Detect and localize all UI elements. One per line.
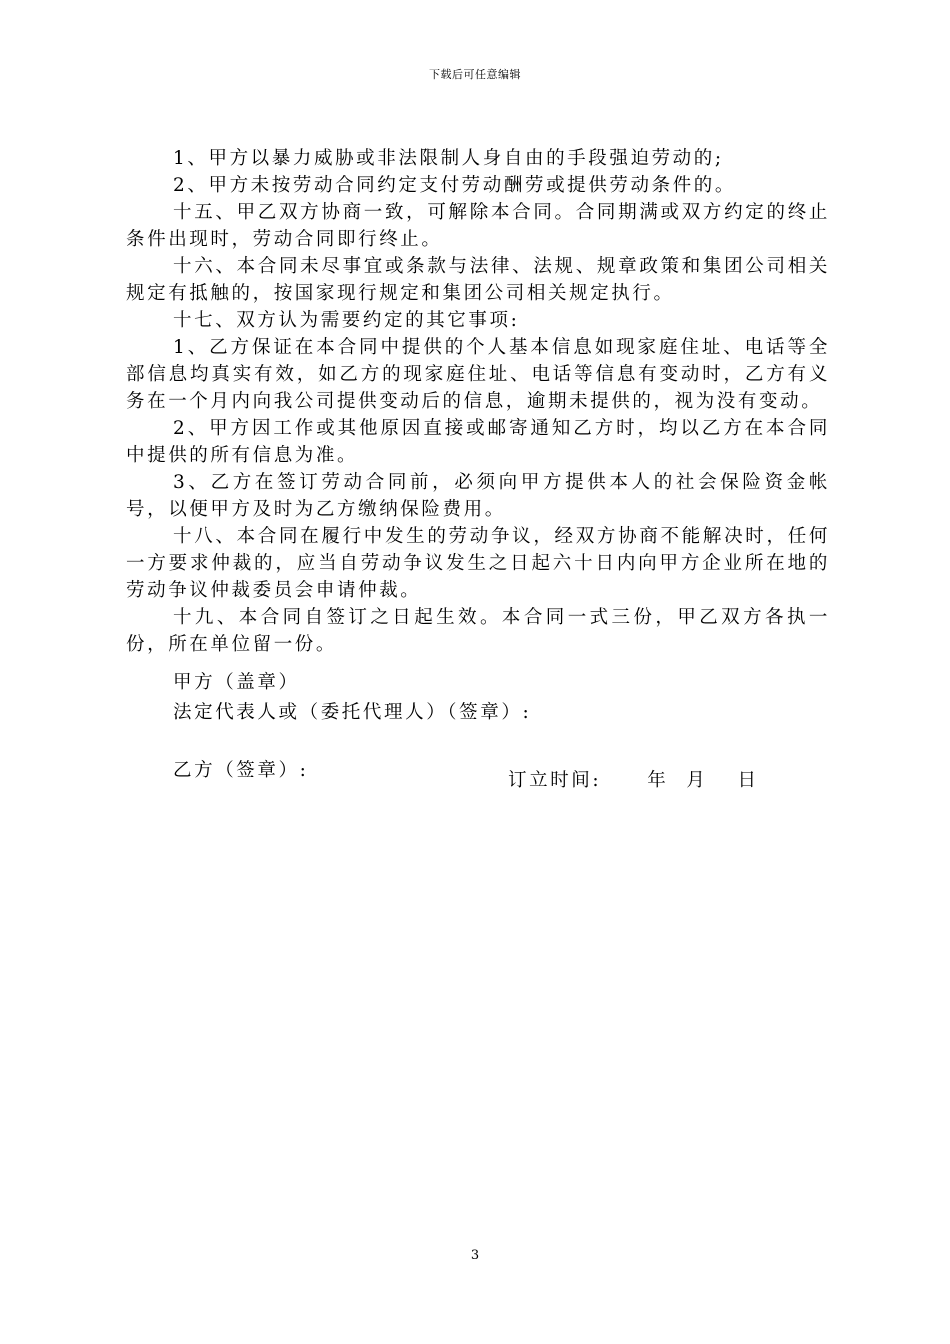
header-note: 下载后可任意编辑	[429, 68, 521, 81]
date-day-label: 日	[737, 770, 759, 791]
signature-block	[173, 668, 531, 786]
clause-paragraph: 十六、本合同未尽事宜或条款与法律、法规、规章政策和集团公司相关规定有抵触的，按国家现行规定和集团公司相关规定执行。	[126, 256, 830, 304]
page-number: 3	[470, 1248, 480, 1263]
clause-paragraph: 十五、甲乙双方协商一致，可解除本合同。合同期满或双方约定的终止条件出现时，劳动合同即行终止。	[126, 202, 830, 250]
signing-date-line	[508, 766, 759, 796]
signature-spacer	[173, 728, 531, 756]
clause-paragraph: 2、甲方未按劳动合同约定支付劳动酬劳或提供劳动条件的。	[173, 175, 736, 196]
clause-paragraph: 十九、本合同自签订之日起生效。本合同一式三份，甲乙双方各执一份，所在单位留一份。	[126, 607, 830, 655]
clause-paragraph: 1、甲方以暴力威胁或非法限制人身自由的手段强迫劳动的;	[173, 148, 724, 169]
clause-paragraph: 十七、双方认为需要约定的其它事项:	[173, 310, 520, 331]
clause-paragraph: 2、甲方因工作或其他原因直接或邮寄通知乙方时，均以乙方在本合同中提供的所有信息为准。	[126, 418, 830, 466]
representative-signature-label: 法定代表人或（委托代理人）（签章）:	[173, 702, 532, 723]
contract-body	[126, 145, 830, 658]
party-a-seal-label: 甲方（盖章）	[173, 672, 300, 693]
clause-paragraph: 十八、本合同在履行中发生的劳动争议，经双方协商不能解决时，任何一方要求仲裁的，应当自劳动争议发生之日起六十日内向甲方企业所在地的劳动争议仲裁委员会申请仲裁。	[126, 526, 830, 601]
clause-paragraph: 3、乙方在签订劳动合同前，必须向甲方提供本人的社会保险资金帐号，以便甲方及时为乙方缴纳保险费用。	[126, 472, 830, 520]
party-b-signature-label: 乙方（签章）:	[173, 760, 309, 781]
date-month-label: 月	[686, 770, 708, 791]
date-year-label: 年	[647, 770, 669, 791]
clause-paragraph: 1、乙方保证在本合同中提供的个人基本信息如现家庭住址、电话等全部信息均真实有效，如乙方的现家庭住址、电话等信息有变动时，乙方有义务在一个月内向我公司提供变动后的信息，逾期未提供的，视为没有变动。	[126, 337, 830, 412]
signing-date-label: 订立时间:	[508, 770, 602, 791]
